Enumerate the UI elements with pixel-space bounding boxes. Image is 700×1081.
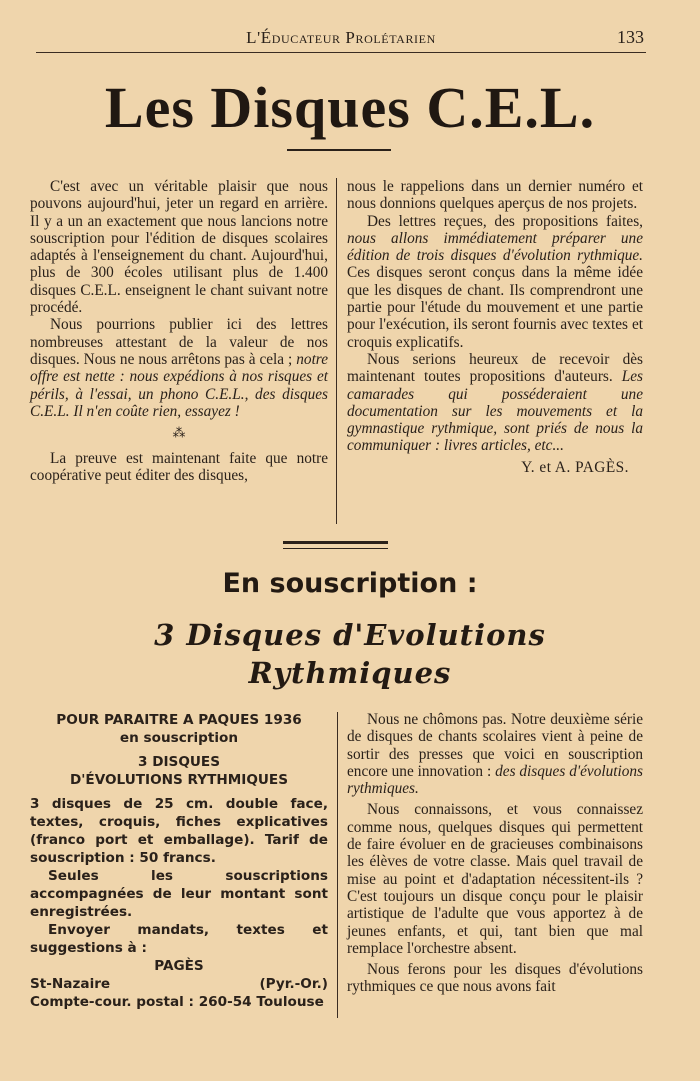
paragraph: La preuve est maintenant faite que notre coopérative peut éditer des disques, xyxy=(30,450,328,485)
announce-line: 3 DISQUES xyxy=(138,754,220,770)
article-left-column xyxy=(30,178,328,485)
announce-dept: (Pyr.-Or.) xyxy=(259,976,328,992)
paragraph-italic: notre offre est nette : nous expédions à nos risques et périls, à l'essai, un phono C.E.L., des disques C.E.L. Il n'en coûte rien, essayez ! xyxy=(30,350,328,420)
announce-note: Seules les souscriptions accompagnées de leur montant sont enregistrées. xyxy=(30,868,328,920)
paragraph-text: Ces disques seront conçus dans la même idée que les disques de chant. Ils comprendront une partie pour l'étude du mouvement et une partie pour l'exécution, ils seront fournis avec textes et croquis explicatifs. xyxy=(347,264,643,351)
paragraph xyxy=(347,711,643,797)
paragraph-text: Des lettres reçues, des propositions faites, xyxy=(367,212,643,230)
paragraph xyxy=(347,213,643,351)
announce-line: POUR PARAITRE A PAQUES 1936 xyxy=(56,712,302,728)
announce-address xyxy=(30,975,328,993)
running-title: L'Éducateur Prolétarien xyxy=(246,28,436,47)
paragraph: Nous ferons pour les disques d'évolutions rythmiques ce que nous avons fait xyxy=(347,961,643,996)
page-number: 133 xyxy=(617,27,644,47)
announce-line: D'ÉVOLUTIONS RYTHMIQUES xyxy=(69,772,289,788)
announce-details: 3 disques de 25 cm. double face, textes, croquis, fiches explicatives (franco port et emballage). Tarif de souscription : 50 francs. xyxy=(30,796,328,866)
paragraph xyxy=(347,351,643,455)
article-right-column xyxy=(347,178,643,476)
subscription-right-column xyxy=(347,711,643,996)
running-header xyxy=(36,26,646,53)
paragraph: C'est avec un véritable plaisir que nous pouvons aujourd'hui, jeter un regard en arrière. Il y a un an exactement que nous lancions notre souscription pour l'édition de disques scolaires adaptés à l'enseignement du chant. Aujourd'hui, plus de 300 écoles utilisant plus de 1.400 disques C.E.L. enseignent le chant suivant notre procédé. xyxy=(30,178,328,317)
paragraph-text: Nous pourrions publier ici des lettres nombreuses attestant de la valeur de nos disques. Nous ne nous arrêtons pas à cela ; xyxy=(30,316,328,368)
subscription-subheading-line2: Rythmiques xyxy=(248,656,452,690)
paragraph: Nous connaissons, et vous connaissez comme nous, quelques disques qui permettent de faire évoluer en de gracieuses combinaisons les élèves de votre classe. Mais quel travail de mise au point et d'adaptation nécessitent-ils ? C'est toujours un disque conçu pour le plaisir artistique de l'adulte que vous apportez à de jeunes enfants, et qui, tant bien que mal remplace l'orchestre absent. xyxy=(347,801,643,957)
announce-city: St-Nazaire xyxy=(30,976,111,992)
paragraph-italic: Les camarades qui posséderaient une documentation sur les mouvements et la gymnastique rythmique, sont priés de nous la communiquer : livres articles, etc... xyxy=(347,368,643,455)
title-rule xyxy=(287,149,391,151)
subscription-subheading-line1: 3 Disques d'Evolutions xyxy=(154,618,546,652)
article-title: Les Disques C.E.L. xyxy=(104,75,596,140)
asterism-ornament: ⁂ xyxy=(172,425,186,441)
section-separator xyxy=(283,541,388,549)
subscription-announcement xyxy=(30,711,328,1011)
column-divider xyxy=(337,712,338,1018)
paragraph xyxy=(30,316,328,420)
paragraph-italic: nous allons immédiatement préparer une édition de trois disques d'évolution rythmique. xyxy=(347,229,643,265)
announce-name: PAGÈS xyxy=(154,958,204,974)
paragraph-text: Nous ne chômons pas. Notre deuxième série de disques de chants scolaires vient à peine de sortir des presses que voici en souscription encore une innovation : xyxy=(347,711,643,780)
signature: Y. et A. PAGÈS. xyxy=(521,458,629,476)
column-divider xyxy=(336,178,337,524)
announce-account: Compte-cour. postal : 260-54 Toulouse xyxy=(30,994,324,1010)
announce-line: en souscription xyxy=(119,730,239,746)
paragraph-italic: des disques d'évolutions rythmiques. xyxy=(347,762,643,798)
paragraph-text: Nous serions heureux de recevoir dès maintenant toutes propositions d'auteurs. xyxy=(347,350,643,386)
paragraph: nous le rappelions dans un dernier numéro et nous donnions quelques aperçus de nos projets. xyxy=(347,178,643,213)
announce-send: Envoyer mandats, textes et suggestions à : xyxy=(30,922,328,956)
subscription-heading: En souscription : xyxy=(222,568,478,599)
